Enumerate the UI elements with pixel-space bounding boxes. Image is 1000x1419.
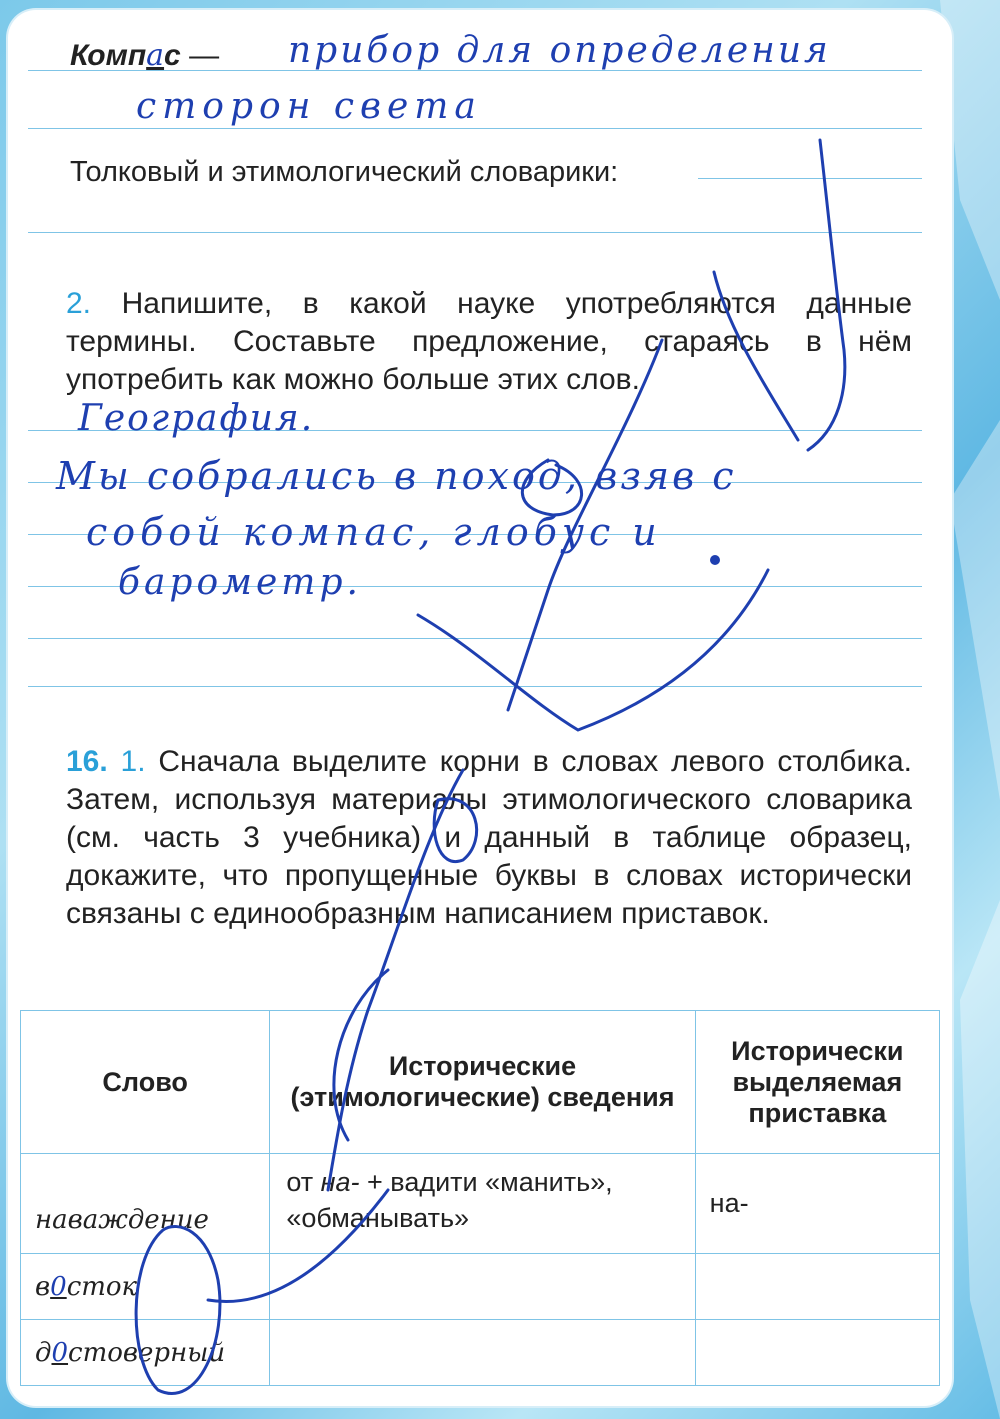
task-16-number: 16. xyxy=(66,745,108,778)
header-etymology: Исторические (этимологические) сведения xyxy=(270,1011,695,1154)
etymology-cell: от на- + вадити «манить», «обманывать» xyxy=(270,1154,695,1254)
term-kompas: Компас — xyxy=(70,38,220,73)
task-2-text: 2. Напишите, в какой науке употребляются данные термины. Составьте предложение, стараясь в нём употребить как можно больше этих слов. xyxy=(66,287,912,396)
handwritten-answer-line-4: барометр. xyxy=(118,562,362,603)
pen-stroke xyxy=(808,140,845,450)
dictionaries-label: Толковый и этимологический словарики: xyxy=(70,156,619,188)
pen-stroke xyxy=(418,570,768,730)
handwritten-answer-line-3: собой компас, глобус и xyxy=(86,510,662,554)
pen-stroke xyxy=(136,1227,220,1394)
inserted-letter: 0 xyxy=(50,1271,67,1302)
inserted-letter: 0 xyxy=(51,1337,69,1368)
pen-stroke xyxy=(508,340,662,710)
task-16-text: 16. 1. Сначала выделите корни в словах левого столбика. Затем, используя материалы этимологического словарика (см. часть 3 учебника) и данный в таблице образец, докажите, что пропущенные буквы в словах исторически связаны с единообразным написанием приставок. xyxy=(66,745,913,930)
word-cell: наваждение xyxy=(21,1154,270,1254)
pen-dot xyxy=(710,555,720,565)
handwritten-answer-line-1: География. xyxy=(78,398,315,439)
pen-marks xyxy=(8,10,952,1406)
handwritten-definition-2: сторон света xyxy=(136,86,482,127)
header-word: Слово xyxy=(21,1011,270,1154)
pen-stroke xyxy=(208,1190,388,1302)
word-cell: д0стоверный xyxy=(21,1320,270,1386)
pen-stroke xyxy=(714,272,798,440)
inserted-letter: а xyxy=(146,38,165,73)
task-2-number: 2. xyxy=(66,287,92,320)
pen-stroke xyxy=(328,770,463,1190)
pen-stroke xyxy=(434,799,476,862)
pen-stroke xyxy=(522,460,581,515)
word-cell: в0сток xyxy=(21,1254,270,1320)
handwritten-definition-1: прибор для определения xyxy=(288,30,831,71)
workbook-page xyxy=(8,10,952,1406)
task-16-subnumber: 1. xyxy=(120,745,146,778)
handwritten-answer-line-2: Мы собрались в поход, взяв с xyxy=(56,454,737,498)
prefix-cell: на- xyxy=(695,1154,939,1254)
header-prefix: Исторически выделяемая приставка xyxy=(695,1011,939,1154)
